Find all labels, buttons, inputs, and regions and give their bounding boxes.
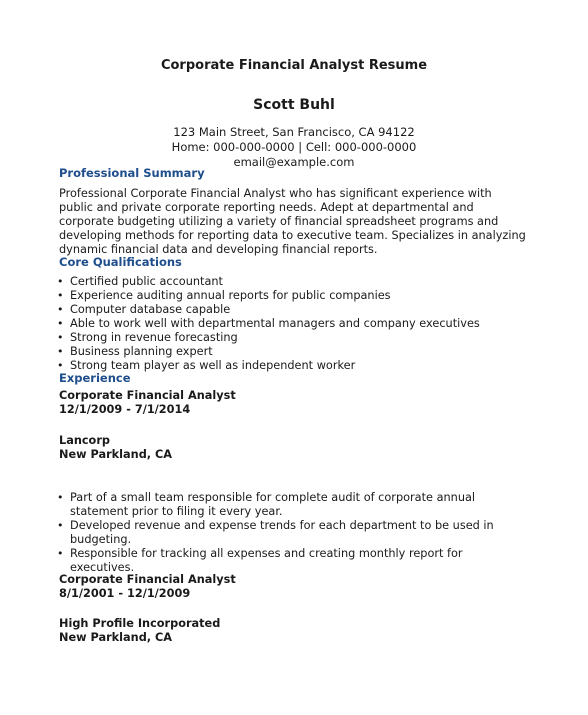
qualifications-heading: Core Qualifications xyxy=(59,255,182,269)
job-location: New Parkland, CA xyxy=(59,448,173,461)
job-title: Corporate Financial Analyst xyxy=(59,389,236,402)
job-company: Lancorp xyxy=(59,434,110,447)
email: email@example.com xyxy=(233,155,355,169)
list-item: • Part of a small team responsible for complete audit of corporate annual statement prior to filing it every year. xyxy=(59,491,529,519)
qualifications-list xyxy=(59,275,539,373)
list-item: • Able to work well with departmental managers and company executives xyxy=(59,317,539,331)
job-dates: 8/1/2001 - 12/1/2009 xyxy=(59,587,191,600)
job-location: New Parkland, CA xyxy=(59,631,173,644)
summary-text: Professional Corporate Financial Analyst who has significant experience with public and private corporate reporting needs. Adept at departmental and corporate budgeting utilizing a variety of financial spreadsheet programs and developing methods for reporting data to executive team. Specializes in analyzing dynamic financial data and developing financial reports. xyxy=(59,187,526,256)
list-item: • Developed revenue and expense trends for each department to be used in budgeting. xyxy=(59,519,529,547)
list-item: • Business planning expert xyxy=(59,345,539,359)
contact-block xyxy=(0,125,588,170)
candidate-name: Scott Buhl xyxy=(253,97,335,113)
job-company: High Profile Incorporated xyxy=(59,617,221,630)
list-item: • Strong team player as well as independent worker xyxy=(59,359,539,373)
list-item: • Computer database capable xyxy=(59,303,539,317)
job-title: Corporate Financial Analyst xyxy=(59,573,236,586)
list-item: • Strong in revenue forecasting xyxy=(59,331,539,345)
summary-heading: Professional Summary xyxy=(59,166,205,180)
job-duties-list xyxy=(59,491,529,575)
list-item: • Certified public accountant xyxy=(59,275,539,289)
address: 123 Main Street, San Francisco, CA 94122 xyxy=(173,125,415,139)
list-item: • Responsible for tracking all expenses and creating monthly report for executives. xyxy=(59,547,529,575)
phone-numbers: Home: 000-000-0000 | Cell: 000-000-0000 xyxy=(171,140,417,154)
job-dates: 12/1/2009 - 7/1/2014 xyxy=(59,403,191,416)
document-title: Corporate Financial Analyst Resume xyxy=(160,58,428,73)
list-item: • Experience auditing annual reports for public companies xyxy=(59,289,539,303)
experience-heading: Experience xyxy=(59,371,131,385)
